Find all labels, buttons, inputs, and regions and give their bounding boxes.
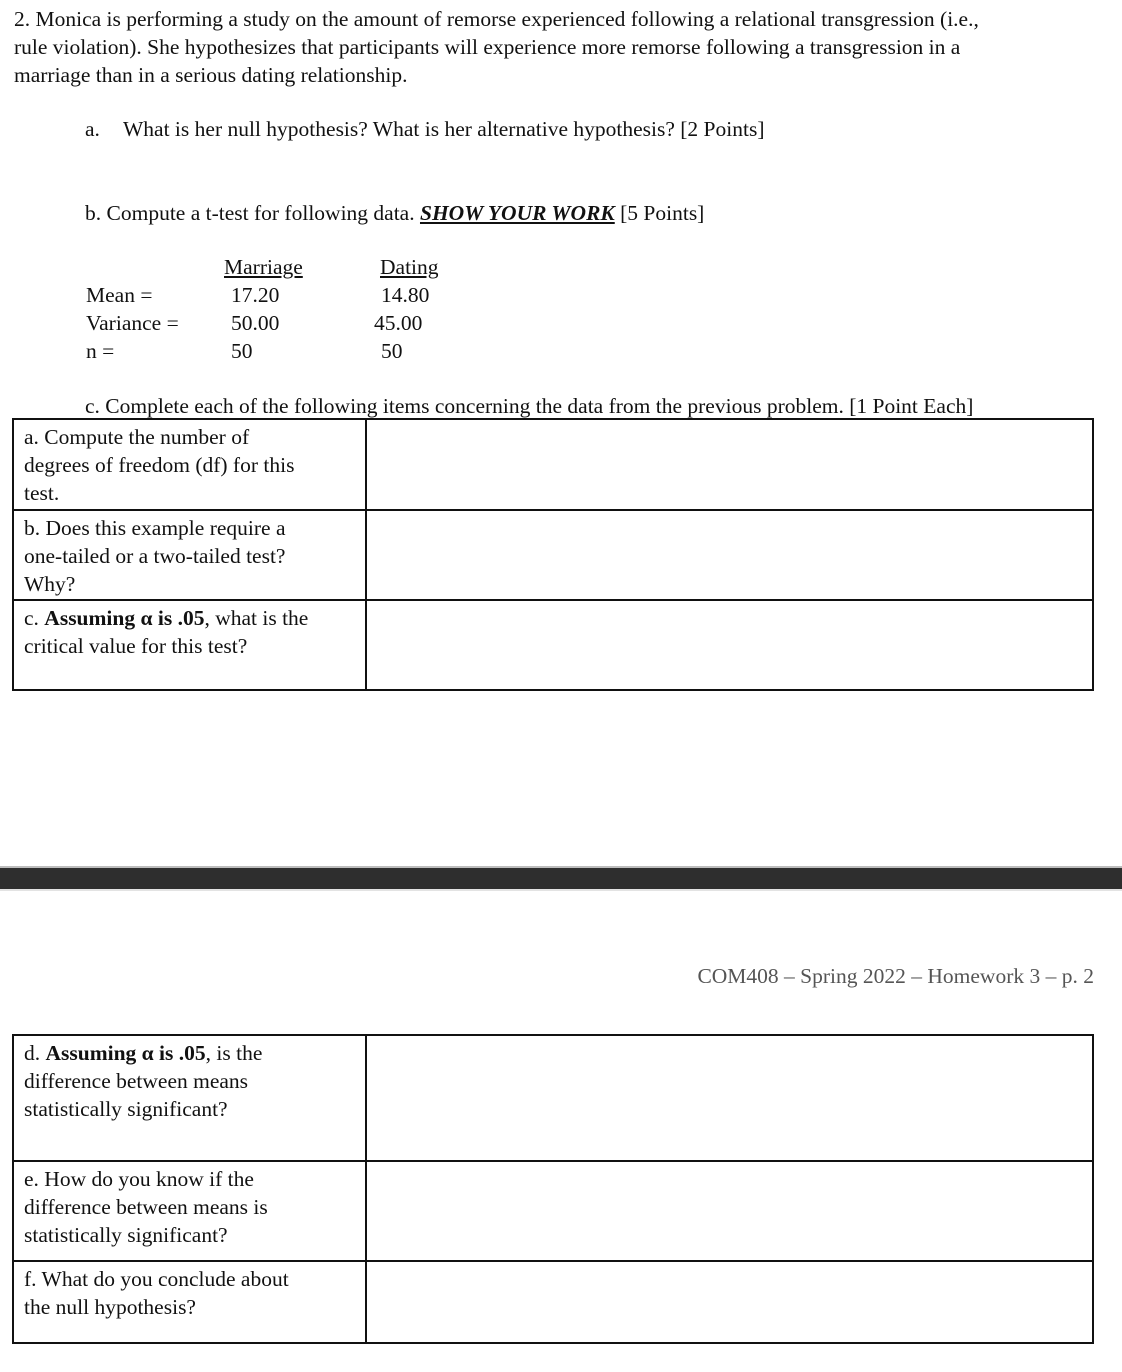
table-row — [13, 419, 1093, 510]
show-your-work-emphasis: SHOW YOUR WORK — [419, 201, 615, 225]
item-f-question — [13, 1261, 366, 1343]
item-d-line-2: difference between means — [24, 1069, 249, 1093]
part-a-label: a. — [85, 117, 100, 141]
part-c-heading: c. Complete each of the following items concerning the data from the previous problem. [1 Point Each] — [85, 394, 974, 418]
item-d-line-3: statistically significant? — [24, 1097, 228, 1121]
question-line-2: rule violation). She hypothesizes that participants will experience more remorse following a transgression in a — [14, 35, 961, 59]
variance-dating: 45.00 — [374, 311, 423, 335]
item-d-suffix: , is the — [205, 1041, 263, 1065]
table-row — [13, 510, 1093, 600]
item-f-answer-cell[interactable] — [366, 1261, 1093, 1343]
item-a-line-1: a. Compute the number of — [24, 425, 250, 449]
item-b-line-1: b. Does this example require a — [24, 516, 286, 540]
variance-marriage: 50.00 — [231, 311, 280, 335]
item-a-question — [13, 419, 366, 510]
answer-table-1 — [12, 418, 1094, 691]
item-c-prefix: c. — [24, 606, 45, 630]
item-b-answer-cell[interactable] — [366, 510, 1093, 600]
n-dating: 50 — [381, 339, 403, 363]
header-marriage: Marriage — [224, 255, 303, 279]
answer-table-2 — [12, 1034, 1094, 1344]
item-b-line-3: Why? — [24, 572, 76, 596]
page-break-divider — [0, 866, 1122, 891]
item-c-question — [13, 600, 366, 690]
header-dating: Dating — [380, 255, 439, 279]
item-e-question — [13, 1161, 366, 1261]
question-text — [14, 5, 1109, 89]
item-d-question — [13, 1035, 366, 1161]
part-a-prompt — [85, 115, 764, 143]
item-c-suffix: , what is the — [204, 606, 309, 630]
item-c-bold: Assuming α is .05 — [44, 606, 205, 630]
table-row — [13, 1161, 1093, 1261]
part-a-text: What is her null hypothesis? What is her alternative hypothesis? [2 Points] — [123, 117, 765, 141]
page-header: COM408 – Spring 2022 – Homework 3 – p. 2 — [697, 964, 1094, 988]
item-e-line-2: difference between means is — [24, 1195, 268, 1219]
question-line-3: marriage than in a serious dating relationship. — [14, 63, 408, 87]
item-a-line-2: degrees of freedom (df) for this — [24, 453, 295, 477]
item-e-line-1: e. How do you know if the — [24, 1167, 254, 1191]
item-d-bold: Assuming α is .05 — [45, 1041, 206, 1065]
item-e-line-3: statistically significant? — [24, 1223, 228, 1247]
mean-dating: 14.80 — [381, 283, 430, 307]
item-f-line-1: f. What do you conclude about — [24, 1267, 289, 1291]
question-line-1: 2. Monica is performing a study on the amount of remorse experienced following a relational transgression (i.e., — [14, 7, 979, 31]
item-a-line-3: test. — [24, 481, 60, 505]
n-marriage: 50 — [231, 339, 253, 363]
item-c-answer-cell[interactable] — [366, 600, 1093, 690]
row-label-n: n = — [86, 339, 115, 363]
item-d-prefix: d. — [24, 1041, 46, 1065]
row-label-mean: Mean = — [86, 283, 153, 307]
row-label-variance: Variance = — [86, 311, 179, 335]
item-a-answer-cell[interactable] — [366, 419, 1093, 510]
part-b-prefix: b. Compute a t-test for following data. — [85, 201, 420, 225]
item-d-answer-cell[interactable] — [366, 1035, 1093, 1161]
item-b-question — [13, 510, 366, 600]
part-b-suffix: [5 Points] — [614, 201, 705, 225]
item-b-line-2: one-tailed or a two-tailed test? — [24, 544, 286, 568]
item-e-answer-cell[interactable] — [366, 1161, 1093, 1261]
item-f-line-2: the null hypothesis? — [24, 1295, 196, 1319]
mean-marriage: 17.20 — [231, 283, 280, 307]
table-row — [13, 600, 1093, 690]
table-row — [13, 1035, 1093, 1161]
part-b-prompt — [85, 199, 704, 227]
table-row — [13, 1261, 1093, 1343]
item-c-line-2: critical value for this test? — [24, 634, 248, 658]
